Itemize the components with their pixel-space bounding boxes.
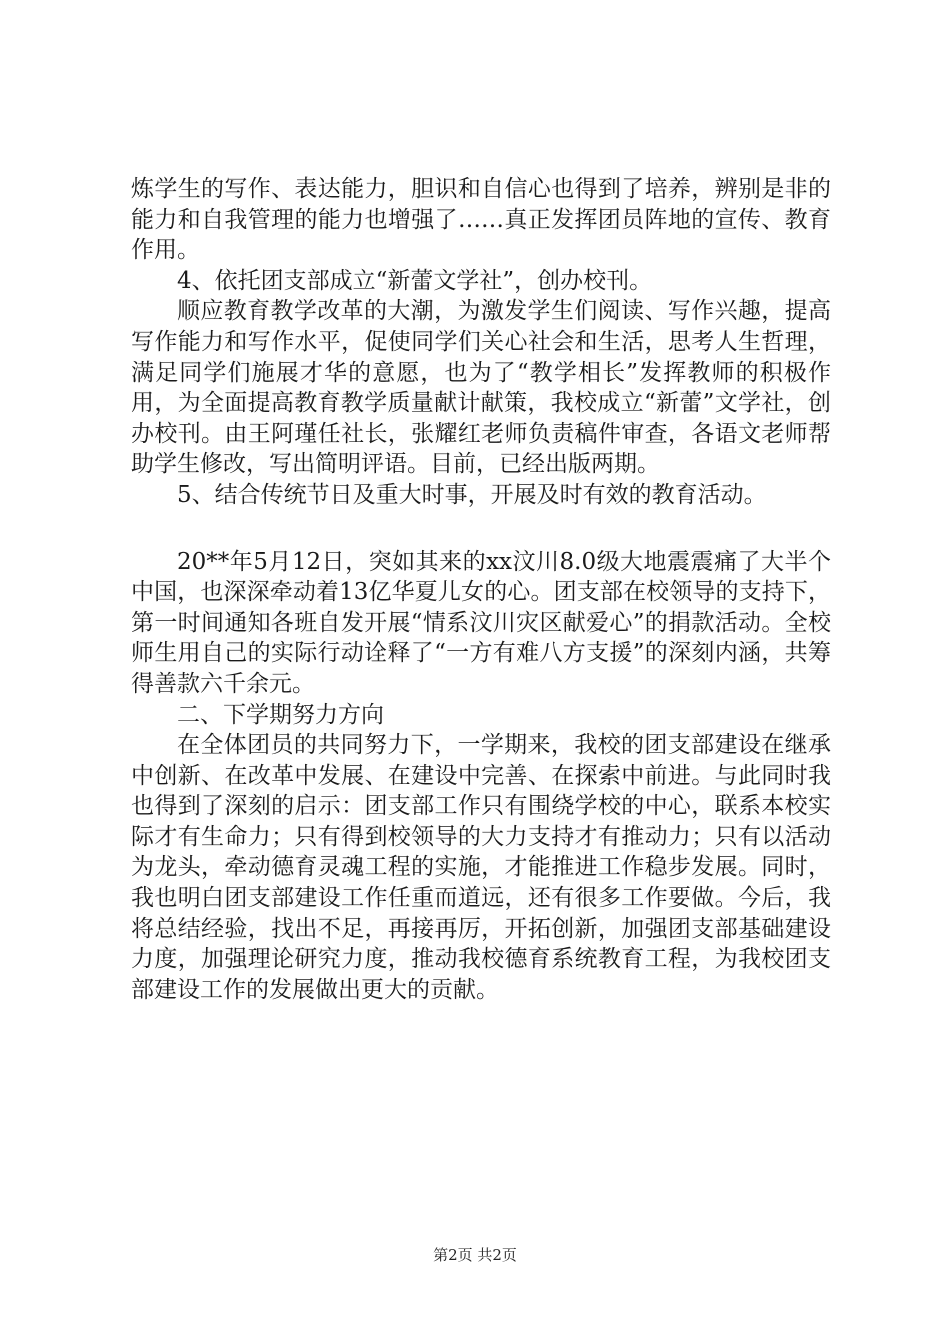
paragraph-next-term-direction: 在全体团员的共同努力下，一学期来，我校的团支部建设在继承中创新、在改革中发展、在建设中完善、在探索中前进。与此同时我也得到了深刻的启示：团支部工作只有围绕学校的中心，联系本校实际才有生命力；只有得到校领导的大力支持才有推动力；只有以活动为龙头，牵动德育灵魂工程的实施，才能推进工作稳步发展。同时，我也明白团支部建设工作任重而道远，还有很多工作要做。今后，我将总结经验，找出不足，再接再厉，开拓创新，加强团支部基础建设力度，加强理论研究力度，推动我校德育系统教育工程，为我校团支部建设工作的发展做出更大的贡献。 <box>131 732 831 1003</box>
paragraph-item-4-heading: 4、依托团支部成立“新蕾文学社”，创办校刊。 <box>177 267 653 294</box>
paragraph-item-5-heading: 5、结合传统节日及重大时事，开展及时有效的教育活动。 <box>177 481 767 508</box>
paragraph-earthquake-donation: 20**年5月12日，突如其来的xx汶川8.0级大地震震痛了大半个中国，也深深牵动着13亿华夏儿女的心。团支部在校领导的支持下，第一时间通知各班自发开展“情系汶川灾区献爱心”的捐款活动。全校师生用自己的实际行动诠释了“一方有难八方支援”的深刻内涵，共筹得善款六千余元。 <box>131 548 831 697</box>
page-footer: 第2页 共2页 <box>433 1246 517 1264</box>
paragraph-continuation: 炼学生的写作、表达能力，胆识和自信心也得到了培养，辨别是非的能力和自我管理的能力也增强了……真正发挥团员阵地的宣传、教育作用。 <box>131 176 831 264</box>
section-heading-next-term: 二、下学期努力方向 <box>177 701 384 728</box>
document-body <box>131 174 831 1005</box>
paragraph-spacer <box>131 511 831 547</box>
paragraph-literary-society: 顺应教育教学改革的大潮，为激发学生们阅读、写作兴趣，提高写作能力和写作水平，促使同学们关心社会和生活，思考人生哲理，满足同学们施展才华的意愿，也为了“教学相长”发挥教师的积极作用，为全面提高教育教学质量献计献策，我校成立“新蕾”文学社，创办校刊。由王阿瑾任社长，张耀红老师负责稿件审查，各语文老师帮助学生修改，写出简明评语。目前，已经出版两期。 <box>131 298 831 478</box>
